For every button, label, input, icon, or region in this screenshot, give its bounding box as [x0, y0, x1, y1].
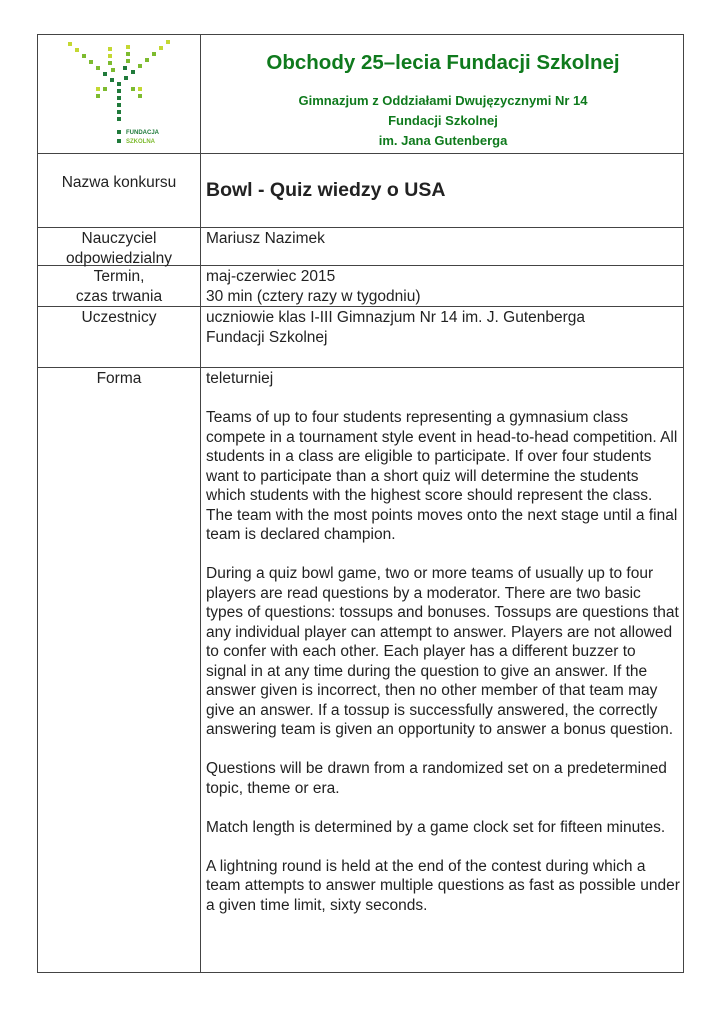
form-paragraph: Match length is determined by a game clock set for fifteen minutes.	[206, 818, 666, 836]
term-label-line1: Termin,	[93, 268, 145, 285]
logo-square	[117, 110, 121, 114]
term-label	[38, 267, 200, 306]
term-label-line2: czas trwania	[75, 287, 163, 305]
logo-square	[82, 54, 86, 58]
contest-name: Bowl - Quiz wiedzy o USA	[206, 179, 446, 201]
participants-value-line2: Fundacji Szkolnej	[206, 328, 328, 346]
logo-text-line2: SZKOLNA	[126, 139, 155, 145]
form-paragraph: A lightning round is held at the end of the contest during which a team attempts to answer multiple questions as fast as possible under a given time limit, sixty seconds.	[206, 857, 680, 914]
form-paragraph: teleturniej	[206, 370, 274, 387]
logo-text-line1: FUNDACJA	[126, 130, 159, 136]
logo-square	[117, 103, 121, 107]
logo-square	[108, 61, 112, 65]
logo-square	[123, 66, 127, 70]
logo-square	[117, 82, 121, 86]
school-line1: Gimnazjum z Oddziałami Dwujęzycznymi Nr 14	[298, 93, 588, 108]
participants-value-line1: uczniowie klas I-III Gimnazjum Nr 14 im. J. Gutenberga	[206, 309, 586, 326]
school-name	[201, 91, 685, 151]
logo-square	[126, 52, 130, 56]
logo-square	[68, 42, 72, 46]
column-divider	[200, 35, 201, 972]
row-divider	[38, 306, 683, 307]
logo-square	[131, 70, 135, 74]
participants-label: Uczestnicy	[81, 309, 157, 326]
contest-label: Nazwa konkursu	[61, 174, 177, 191]
school-line2: Fundacji Szkolnej	[388, 113, 498, 128]
form-description	[206, 369, 680, 915]
info-table	[37, 34, 684, 973]
logo-square	[75, 48, 79, 52]
teacher-label-line2: odpowiedzialny	[66, 249, 172, 267]
logo-square	[117, 117, 121, 121]
form-paragraph: Questions will be drawn from a randomized set on a predetermined topic, theme or era.	[206, 760, 667, 797]
logo-square	[96, 87, 100, 91]
term-value-line2: 30 min (cztery razy w tygodniu)	[206, 287, 421, 305]
logo-square	[145, 58, 149, 62]
logo-square	[117, 89, 121, 93]
logo-square	[138, 94, 142, 98]
logo-square	[108, 47, 112, 51]
logo-square	[89, 60, 93, 64]
row-divider	[38, 153, 683, 154]
logo-square	[159, 46, 163, 50]
logo-square	[108, 54, 112, 58]
row-divider	[38, 367, 683, 368]
form-paragraph: During a quiz bowl game, two or more teams of usually up to four players are read questions by a moderator. There are two basic types of questions: tossups and bonuses. Tossups are questions that any individual player can attempt to answer. Players are not allowed to confer with each other. Each player has a different buzzer to signal in at any time during the question to give an answer. If the answer given is incorrect, then no other member of that team may give an answer. If a tossup is successfully answered, the correctly answering team is given an opportunity to answer a bonus question.	[206, 565, 679, 738]
tree-logo-icon	[38, 35, 200, 153]
term-value	[206, 267, 680, 306]
logo-square	[111, 68, 115, 72]
page-title: Obchody 25–lecia Fundacji Szkolnej	[266, 51, 620, 74]
teacher-label-line1: Nauczyciel	[81, 230, 157, 247]
logo-square	[103, 72, 107, 76]
teacher-label	[38, 229, 200, 268]
logo-square	[124, 76, 128, 80]
logo-square	[126, 59, 130, 63]
logo-square	[152, 52, 156, 56]
logo-square	[131, 87, 135, 91]
foundation-logo	[38, 35, 200, 153]
logo-square	[138, 64, 142, 68]
logo-square	[117, 96, 121, 100]
teacher-name: Mariusz Nazimek	[206, 230, 325, 247]
term-value-line1: maj-czerwiec 2015	[206, 268, 336, 285]
form-paragraph: Teams of up to four students representing a gymnasium class compete in a tournament style event in head-to-head competition. All students in a class are eligible to participate. If over four students want to participate than a short quiz will determine the students which students with the highest score should represent the class. The team with the most points moves onto the next stage until a final team is declared champion.	[206, 409, 678, 543]
logo-square	[166, 40, 170, 44]
logo-square	[138, 87, 142, 91]
form-label: Forma	[96, 370, 142, 387]
participants-value	[206, 308, 680, 347]
school-line3: im. Jana Gutenberga	[378, 133, 508, 148]
logo-square	[110, 78, 114, 82]
row-divider	[38, 227, 683, 228]
logo-square	[96, 94, 100, 98]
logo-square	[103, 87, 107, 91]
logo-square	[96, 66, 100, 70]
logo-square	[126, 45, 130, 49]
